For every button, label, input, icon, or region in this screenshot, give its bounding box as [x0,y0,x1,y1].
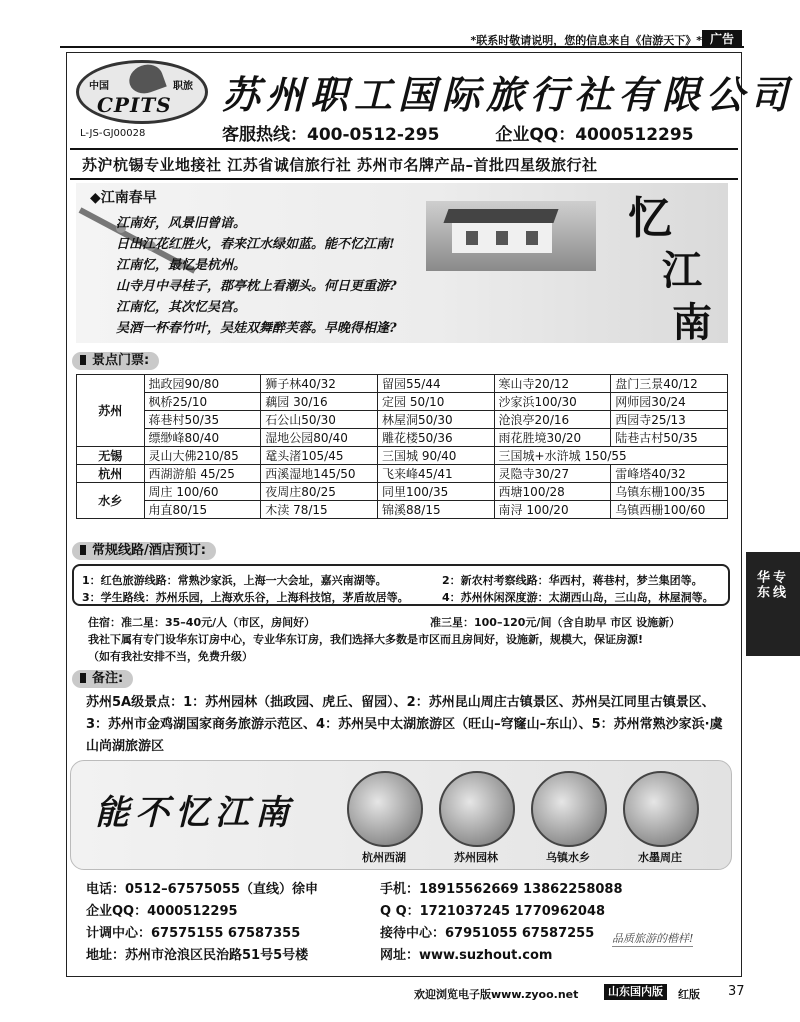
poem-line: 日出江花红胜火，春来江水绿如蓝。能不忆江南! [116,237,395,252]
garden-photo [439,771,515,847]
contact-qq: 企业QQ：4000512295 [86,904,238,919]
ticket-cell: 雷峰塔40/32 [611,465,728,483]
banner-slogan: 能不忆江南 [95,793,295,833]
contact-phone: 电话：0512–67575055（直线）徐申 [86,882,319,897]
source-notice: *联系时敬请说明，您的信息来自《信游天下》* [470,34,702,47]
ticket-cell: 定园 50/10 [378,393,495,411]
ticket-row [77,429,728,447]
ticket-cell: 网师园30/24 [611,393,728,411]
ticket-row [77,411,728,429]
scene-roof [443,209,558,223]
hotel-note-2: （如有我社安排不当，免费升级） [88,650,253,663]
ticket-cell: 藕园 30/16 [261,393,378,411]
footer-edition: 红版 [678,988,700,1001]
ticket-row [77,447,728,465]
west-lake-photo [347,771,423,847]
logo-text: CPITS [97,93,172,117]
hotline-row [222,120,744,145]
poem-line: 山寺月中寻桂子，郡亭枕上看潮头。何日更重游? [116,279,397,294]
contact-mobile: 手机：18915562669 13862258088 [380,882,623,897]
calligraphy [616,193,726,349]
ticket-row [77,375,728,393]
water-town-scene [426,201,596,271]
ticket-cell: 蒋巷村50/35 [144,411,261,429]
place-label: 苏州园林 [454,851,498,864]
ticket-row [77,465,728,483]
hotline: 客服热线：400-0512-295 [222,125,440,145]
page-footer [0,982,800,1002]
ticket-cell: 湿地公园80/40 [261,429,378,447]
ticket-cell: 沧浪亭20/16 [494,411,611,429]
ticket-cell: 乌镇东栅100/35 [611,483,728,501]
hotel-note [88,631,643,665]
ticket-cell: 周庄 100/60 [144,483,261,501]
contact-reception: 接待中心：67951055 67587255 [380,926,595,941]
ticket-cell: 狮子林40/32 [261,375,378,393]
ticket-cell: 灵隐寺30/27 [494,465,611,483]
route-3: 3：学生路线：苏州乐园，上海欢乐谷，上海科技馆，茅盾故居等。 [82,591,409,604]
notes-header: 备注: [72,670,133,688]
ticket-cell: 木渎 78/15 [261,501,378,519]
ticket-cell: 陆巷古村50/35 [611,429,728,447]
ticket-cell: 西园寺25/13 [611,411,728,429]
company-qq: 企业QQ：4000512295 [495,125,694,145]
company-logo [76,60,208,124]
hotel-3star: 准三星：100–120元/间（含自助早 市区 设施新） [430,616,681,629]
ticket-cell: 西溪湿地145/50 [261,465,378,483]
ticket-row [77,393,728,411]
ticket-row [77,483,728,501]
company-name: 苏州职工国际旅行社有限公司 [222,72,795,117]
poem-line: 江南忆，最忆是杭州。 [116,258,247,273]
ticket-cell: 沙家浜100/30 [494,393,611,411]
routes-header: 常规线路/酒店预订: [72,542,216,560]
calligraphy-char: 忆 [628,193,672,244]
ticket-cell: 拙政园90/80 [144,375,261,393]
ticket-cell: 盘门三景40/12 [611,375,728,393]
scenic-banner [70,760,732,870]
ticket-cell: 南浔 100/20 [494,501,611,519]
poem-line: 江南好，风景旧曾谙。 [116,216,247,231]
ticket-cell: 雨花胜境30/20 [494,429,611,447]
footer-edition-tag: 山东国内版 [604,984,667,1000]
zhouzhuang-photo [623,771,699,847]
place-label: 水墨周庄 [638,851,682,864]
ticket-cell: 乌镇西栅100/60 [611,501,728,519]
page-number: 37 [728,984,745,999]
tickets-header: 景点门票: [72,352,159,370]
logo-cn-right: 职旅 [173,81,193,92]
wuzhen-photo [531,771,607,847]
contact-dispatch: 计调中心：67575155 67587355 [86,926,301,941]
notes-text: 苏州5A级景点：1：苏州园林（拙政园、虎丘、留园）、2：苏州昆山周庄古镇景区、苏州吴江同里古镇景区、3：苏州市金鸡湖国家商务旅游示范区、4：苏州吴中太湖旅游区（旺山–穹窿山–东山）、5：苏州常熟沙家浜·虞山尚湖旅游区 [86,695,723,754]
ticket-city: 水乡 [77,483,145,519]
company-slogan: 苏沪杭锡专业地接社 江苏省诚信旅行社 苏州市名牌产品–首批四星级旅行社 [82,156,598,174]
calligraphy-char: 南 [672,299,712,346]
ticket-cell: 寒山寺20/12 [494,375,611,393]
place-label: 杭州西湖 [362,851,406,864]
poem-line: 江南忆，其次忆吴宫。 [116,300,247,315]
ticket-cell: 枫桥25/10 [144,393,261,411]
place-label: 乌镇水乡 [546,851,590,864]
ticket-cell: 三国城+水浒城 150/55 [494,447,727,465]
ticket-city: 苏州 [77,375,145,447]
ticket-cell: 西塘100/28 [494,483,611,501]
scene-window [466,231,478,245]
ticket-cell: 夜周庄80/25 [261,483,378,501]
scene-window [526,231,538,245]
hotel-2star: 住宿：准二星：35–40元/人（市区，房间好） [88,616,316,629]
route-1: 1：红色旅游线路：常熟沙家浜，上海一大会址，嘉兴南湖等。 [82,574,387,587]
poem-line: 吴酒一杯春竹叶，吴娃双舞醉芙蓉。早晚得相逢? [116,321,397,336]
ticket-city: 杭州 [77,465,145,483]
region-tab-line1: 华东 [754,570,769,600]
contact-website[interactable]: 网址：www.suzhout.com [380,948,553,963]
contact-qq2: Q Q：1721037245 1770962048 [380,904,606,919]
calligraphy-char: 江 [662,247,702,294]
quality-stamp: 品质旅游的楷样! [612,932,694,945]
ticket-cell: 石公山50/30 [261,411,378,429]
region-tab [746,552,800,656]
footer-browse[interactable]: 欢迎浏览电子版www.zyoo.net [414,988,579,1001]
route-4: 4：苏州休闲深度游：太湖西山岛，三山岛，林屋洞等。 [442,591,714,604]
ticket-cell: 三国城 90/40 [378,447,495,465]
header-rule [70,148,738,150]
poem-banner [76,183,728,346]
ticket-cell: 飞来峰45/41 [378,465,495,483]
ticket-cell: 灵山大佛210/85 [144,447,261,465]
ticket-cell: 雕花楼50/36 [378,429,495,447]
ticket-cell: 林屋洞50/30 [378,411,495,429]
top-rule [60,46,744,48]
ad-tag: 广告 [702,30,742,48]
ticket-cell: 锦溪88/15 [378,501,495,519]
ticket-row [77,501,728,519]
region-tab-line2: 专线 [770,570,785,600]
ticket-city: 无锡 [77,447,145,465]
ticket-cell: 西湖游船 45/25 [144,465,261,483]
poem [116,213,397,339]
ticket-cell: 同里100/35 [378,483,495,501]
routes-box [72,564,730,606]
banner-title: ◆江南春早 [90,190,157,206]
ticket-cell: 缥缈峰80/40 [144,429,261,447]
scene-window [496,231,508,245]
logo-cn-left: 中国 [89,81,109,92]
route-2: 2：新农村考察线路：华西村，蒋巷村，梦兰集团等。 [442,574,703,587]
ticket-cell: 鼋头渚105/45 [261,447,378,465]
slogan-rule [70,178,738,180]
ticket-cell: 留园55/44 [378,375,495,393]
hotel-note-1: 我社下属有专门设华东订房中心，专业华东订房，我们选择大多数是市区而且房间好，设施新，规模大，保证房源! [88,633,644,646]
contact-address: 地址：苏州市沧浪区民治路51号5号楼 [86,948,309,963]
ticket-table [76,374,728,519]
ticket-cell: 甪直80/15 [144,501,261,519]
license-number: L-JS-GJ00028 [80,128,146,139]
